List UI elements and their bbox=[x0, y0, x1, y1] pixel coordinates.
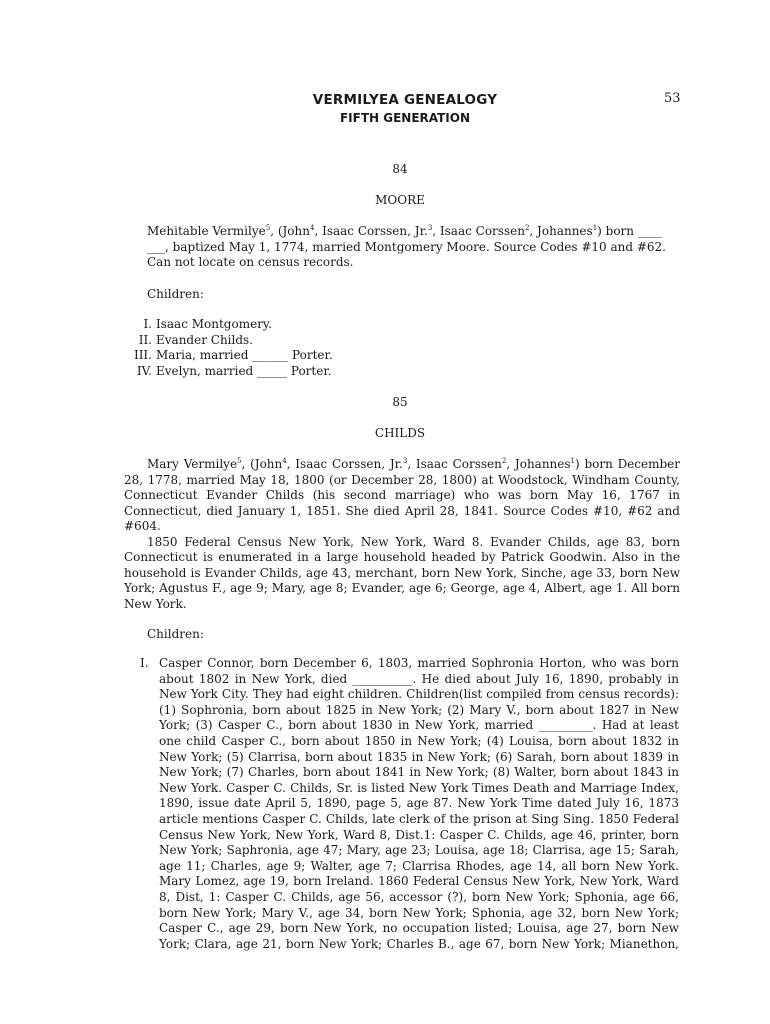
text-line: York; (3) Casper C., born about 1830 in New York, married _________. Had at least bbox=[159, 718, 679, 733]
text-line: New York; Saphronia, age 47; Mary, age 23; Louisa, age 18; Clarrisa, age 15; Sarah, bbox=[159, 843, 679, 858]
text-line: Census New York, New York, Ward 8, Dist.1: Casper C. Childs, age 46, printer, born bbox=[159, 827, 679, 842]
text-line: York; Agustus F., age 9; Mary, age 8; Evander, age 6; George, age 4, Albert, age 1. All born bbox=[124, 581, 680, 595]
text-line: ___, baptized May 1, 1774, married Montgomery Moore. Source Codes #10 and #62. bbox=[147, 239, 666, 254]
page-subtitle: FIFTH GENERATION bbox=[339, 111, 471, 125]
children-heading-text: Children: bbox=[147, 627, 204, 641]
children-heading bbox=[147, 627, 204, 643]
text-line: Casper C., age 29, born New York, no occupation listed; Louisa, age 27, born New bbox=[159, 921, 679, 936]
text-line: Connecticut Evander Childs (his second marriage) who was born May 16, 1767 in bbox=[124, 488, 680, 502]
text-line: York; Clara, age 21, born New York; Charles B., age 67, born New York; Mianethon, bbox=[159, 936, 679, 951]
list-item bbox=[126, 333, 253, 349]
list-item bbox=[126, 364, 332, 380]
list-text: Evelyn, married _____ Porter. bbox=[156, 363, 332, 378]
entry-intro bbox=[124, 457, 680, 612]
page-number: 53 bbox=[664, 91, 681, 106]
list-text: Maria, married ______ Porter. bbox=[156, 348, 333, 362]
list-numeral: I. bbox=[143, 317, 152, 331]
list-numeral: IV. bbox=[136, 363, 152, 378]
text-line: Connecticut is enumerated in a large household headed by Patrick Goodwin. Also in the bbox=[124, 550, 680, 564]
entry-surname: MOORE bbox=[375, 193, 425, 207]
entry-surname: CHILDS bbox=[374, 426, 426, 440]
text-line: Connecticut, died January 1, 1851. She died April 28, 1841. Source Codes #10, #62 and bbox=[124, 503, 680, 518]
entry-number: 84 bbox=[392, 162, 408, 176]
entry-intro-cont bbox=[147, 240, 679, 271]
list-numeral: III. bbox=[133, 348, 152, 362]
text-line: one child Casper C., born about 1850 in New York; (4) Louisa, born about 1832 in bbox=[159, 733, 679, 748]
entry-number: 85 bbox=[392, 395, 408, 409]
text-line: New York. Casper C. Childs, Sr. is listed New York Times Death and Marriage Index, bbox=[159, 780, 679, 795]
text-line: Mary Lomez, age 19, born Ireland. 1860 Federal Census New York, New York, Ward bbox=[159, 874, 679, 889]
text-line: 8, Dist, 1: Casper C. Childs, age 56, accessor (?), born New York; Sphonia, age 66, bbox=[159, 889, 679, 904]
children-heading bbox=[147, 287, 204, 303]
text-line: about 1802 in New York, died __________. He died about July 16, 1890, probably in bbox=[159, 671, 679, 686]
list-item bbox=[126, 348, 333, 364]
text-line: Casper Connor, born December 6, 1803, married Sophronia Horton, who was born bbox=[159, 656, 679, 670]
list-text bbox=[159, 656, 679, 952]
list-numeral: I. bbox=[140, 656, 149, 670]
text-line: New York. bbox=[124, 596, 187, 611]
text-line: #604. bbox=[124, 519, 161, 533]
list-text: Evander Childs. bbox=[156, 332, 253, 347]
text-line: born New York; Mary V., age 34, born New York; Sphonia, age 32, born New York; bbox=[159, 905, 679, 920]
text-line: 28, 1778, married May 18, 1800 (or December 28, 1800) at Woodstock, Windham County, bbox=[124, 472, 680, 487]
text-line: Mehitable Vermilye$^5$, (John$^4$, Isaac Corssen, Jr.$^3$, Isaac Corssen$^2$, Johannes$^1$) born ____ bbox=[147, 224, 662, 238]
list-text: Isaac Montgomery. bbox=[156, 317, 272, 331]
text-line: (1) Sophronia, born about 1825 in New York; (2) Mary V., born about 1827 in New bbox=[159, 702, 679, 717]
text-line: Can not locate on census records. bbox=[147, 255, 354, 269]
text-line: Mary Vermilye$^5$, (John$^4$, Isaac Corssen, Jr.$^3$, Isaac Corssen$^2$, Johannes$^1$) born December bbox=[147, 457, 681, 471]
text-line: age 11; Charles, age 9; Walter, age 7; Clarrisa Rhodes, age 14, all born New York. bbox=[159, 858, 679, 873]
text-line: household is Evander Childs, age 43, merchant, born New York, Sinche, age 33, born New bbox=[124, 565, 680, 580]
text-line: article mentions Casper C. Childs, late clerk of the prison at Sing Sing. 1850 Federal bbox=[159, 811, 679, 826]
text-line: 1850 Federal Census New York, New York, Ward 8. Evander Childs, age 83, born bbox=[147, 534, 680, 549]
text-line: New York; (5) Clarrisa, born about 1835 in New York; (6) Sarah, born about 1839 in bbox=[159, 749, 679, 764]
entry-intro bbox=[147, 224, 679, 240]
page-title: VERMILYEA GENEALOGY bbox=[312, 92, 498, 108]
text-line: New York City. They had eight children. Children(list compiled from census records): bbox=[159, 687, 679, 702]
children-heading-text: Children: bbox=[147, 287, 204, 301]
text-line: 1890, issue date April 5, 1890, page 5, age 87. New York Time dated July 16, 1873 bbox=[159, 796, 679, 811]
list-numeral: II. bbox=[138, 332, 152, 347]
text-line: New York; (7) Charles, born about 1841 in New York; (8) Walter, born about 1843 in bbox=[159, 765, 679, 780]
list-item bbox=[126, 317, 272, 333]
